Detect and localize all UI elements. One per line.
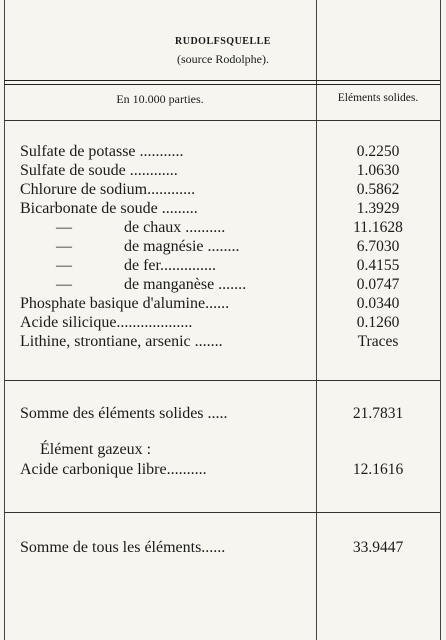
row-label: Sulfate de soude ............ bbox=[20, 162, 178, 179]
ditto-dash: — bbox=[56, 238, 72, 255]
table-row bbox=[0, 237, 446, 256]
table-row bbox=[0, 199, 446, 218]
gas-heading: Élément gazeux : bbox=[40, 441, 152, 458]
row-value: 0.4155 bbox=[356, 257, 400, 274]
gas-label: Acide carbonique libre.......... bbox=[20, 461, 207, 478]
table-row bbox=[0, 161, 446, 180]
sum-all-value: 33.9447 bbox=[352, 539, 404, 556]
table-row bbox=[0, 294, 446, 313]
row-value: 0.0747 bbox=[356, 276, 400, 293]
section-rule bbox=[4, 512, 440, 513]
row-label: Bicarbonate de soude ......... bbox=[20, 200, 198, 217]
row-label: Chlorure de sodium............ bbox=[20, 181, 196, 198]
row-label: Acide silicique................... bbox=[20, 314, 193, 331]
table-row bbox=[0, 218, 446, 237]
gas-value: 12.1616 bbox=[352, 461, 404, 478]
row-label: de manganèse ....... bbox=[124, 276, 247, 293]
ditto-dash: — bbox=[56, 219, 72, 236]
table-row bbox=[0, 256, 446, 275]
row-value: Traces bbox=[357, 333, 399, 350]
row-value: 0.5862 bbox=[356, 181, 400, 198]
table-row bbox=[0, 313, 446, 332]
ditto-dash: — bbox=[56, 257, 72, 274]
sum-all-row bbox=[0, 538, 446, 557]
row-value: 0.2250 bbox=[356, 143, 400, 160]
table-row bbox=[0, 180, 446, 199]
section-rule bbox=[4, 380, 440, 381]
gas-row bbox=[0, 460, 446, 479]
table-title: RUDOLFSQUELLE bbox=[175, 36, 271, 47]
sum-solids-value: 21.7831 bbox=[352, 405, 404, 422]
gas-heading-row bbox=[0, 440, 446, 459]
sum-solids-row bbox=[0, 404, 446, 423]
row-value: 1.3929 bbox=[356, 200, 400, 217]
row-label: de magnésie ........ bbox=[124, 238, 240, 255]
row-label: Sulfate de potasse ........... bbox=[20, 143, 184, 160]
row-label: de fer.............. bbox=[124, 257, 216, 274]
table-row bbox=[0, 275, 446, 294]
row-value: 11.1628 bbox=[353, 219, 403, 236]
header-bottom-rule bbox=[4, 120, 440, 121]
row-value: 0.1260 bbox=[356, 314, 400, 331]
ditto-dash: — bbox=[56, 276, 72, 293]
row-value: 6.7030 bbox=[356, 238, 400, 255]
table-subtitle: (source Rodolphe). bbox=[177, 52, 269, 66]
header-rule bbox=[4, 80, 440, 85]
col-header-solids: Eléments solides. bbox=[337, 92, 419, 104]
table-row bbox=[0, 142, 446, 161]
row-value: 0.0340 bbox=[356, 295, 400, 312]
sum-solids-label: Somme des éléments solides ..... bbox=[20, 405, 228, 422]
row-label: de chaux .......... bbox=[124, 219, 226, 236]
row-label: Phosphate basique d'alumine...... bbox=[20, 295, 230, 312]
row-label: Lithine, strontiane, arsenic ....... bbox=[20, 333, 223, 350]
sum-all-label: Somme de tous les éléments...... bbox=[20, 539, 226, 556]
table-row bbox=[0, 332, 446, 351]
col-header-parts: En 10.000 parties. bbox=[116, 92, 204, 106]
row-value: 1.0630 bbox=[356, 162, 400, 179]
